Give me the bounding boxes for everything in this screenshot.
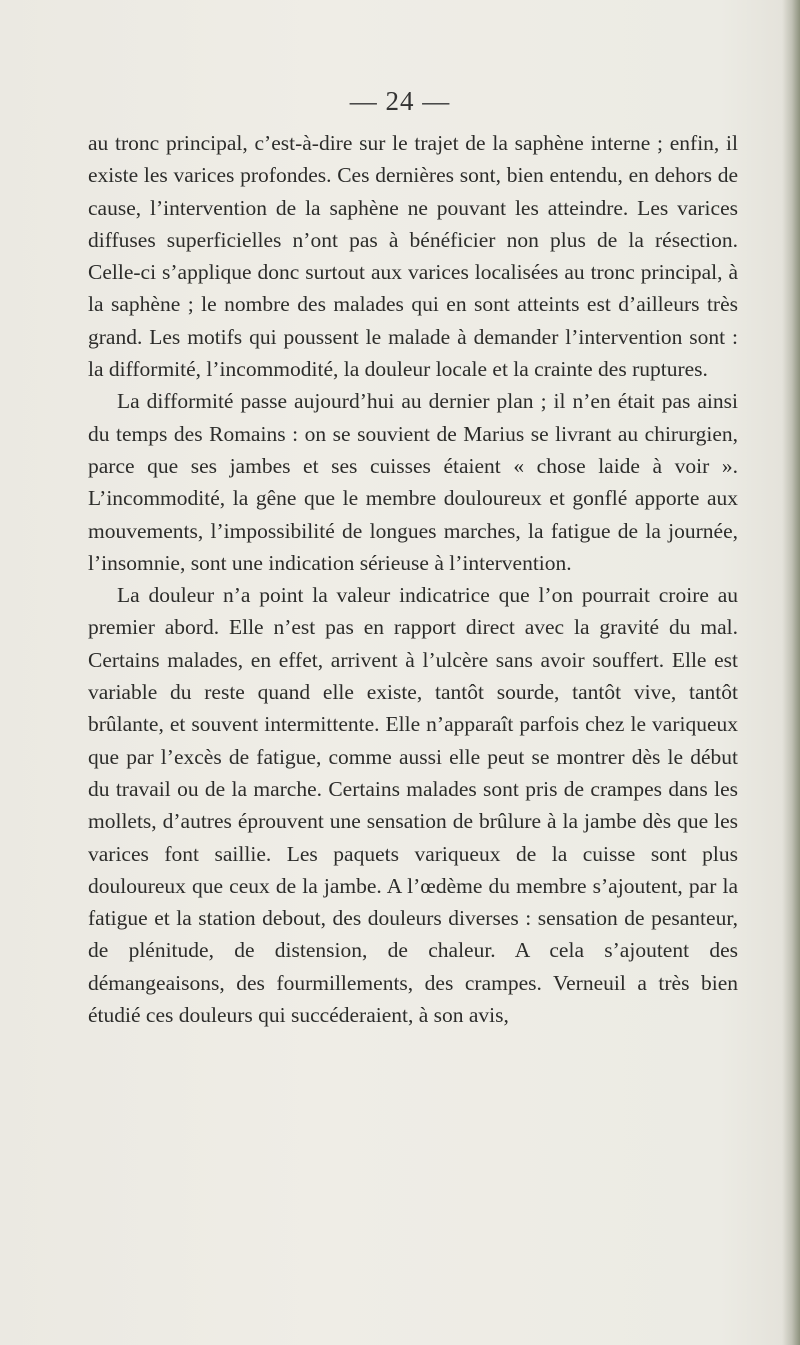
paragraph-3: La douleur n’a point la valeur indicatrice que l’on pourrait croire au premier abord. Elle n’est pas en rapport direct avec la gravité du mal. Certains malades, en effet, arrivent à l’ulcère sans avoir souffert. Elle est variable du reste quand elle existe, tantôt sourde, tantôt vive, tantôt brûlante, et souvent intermittente. Elle n’apparaît parfois chez le variqueux que par l’excès de fatigue, comme aussi elle peut se montrer dès le début du travail ou de la marche. Certains malades sont pris de crampes dans les mollets, d’autres éprouvent une sensation de brûlure à la jambe dès que les varices font saillie. Les paquets variqueux de la cuisse sont plus douloureux que ceux de la jambe. A l’œdème du membre s’ajoutent, par la fatigue et la station debout, des douleurs diverses : sensation de pesanteur, de plénitude, de distension, de chaleur. A cela s’ajoutent des démangeaisons, des fourmillements, des crampes. Verneuil a très bien étudié ces douleurs qui succéderaient, à son avis, xyxy=(88,583,738,1028)
page-number: — 24 — xyxy=(349,86,451,116)
paragraph-1: au tronc principal, c’est-à-dire sur le trajet de la saphène interne ; enfin, il existe les varices profondes. Ces dernières sont, bien entendu, en dehors de cause, l’intervention de la saphène ne pouvant les atteindre. Les varices diffuses superficielles n’ont pas à bénéficier non plus de la résection. Celle-ci s’applique donc surtout aux varices localisées au tronc principal, à la saphène ; le nombre des malades qui en sont atteints est d’ailleurs très grand. Les motifs qui poussent le malade à demander l’intervention sont : la difformité, l’incommodité, la douleur locale et la crainte des ruptures. xyxy=(88,131,738,382)
body-text xyxy=(88,127,738,1031)
paragraph-2: La difformité passe aujourd’hui au dernier plan ; il n’en était pas ainsi du temps des Romains : on se souvient de Marius se livrant au chirurgien, parce que ses jambes et ses cuisses étaient « chose laide à voir ». L’incommodité, la gêne que le membre douloureux et gonflé apporte aux mouvements, l’impossibilité de longues marches, la fatigue de la journée, l’insomnie, sont une indication sérieuse à l’intervention. xyxy=(88,389,738,575)
page-edge-shadow xyxy=(782,0,800,1345)
